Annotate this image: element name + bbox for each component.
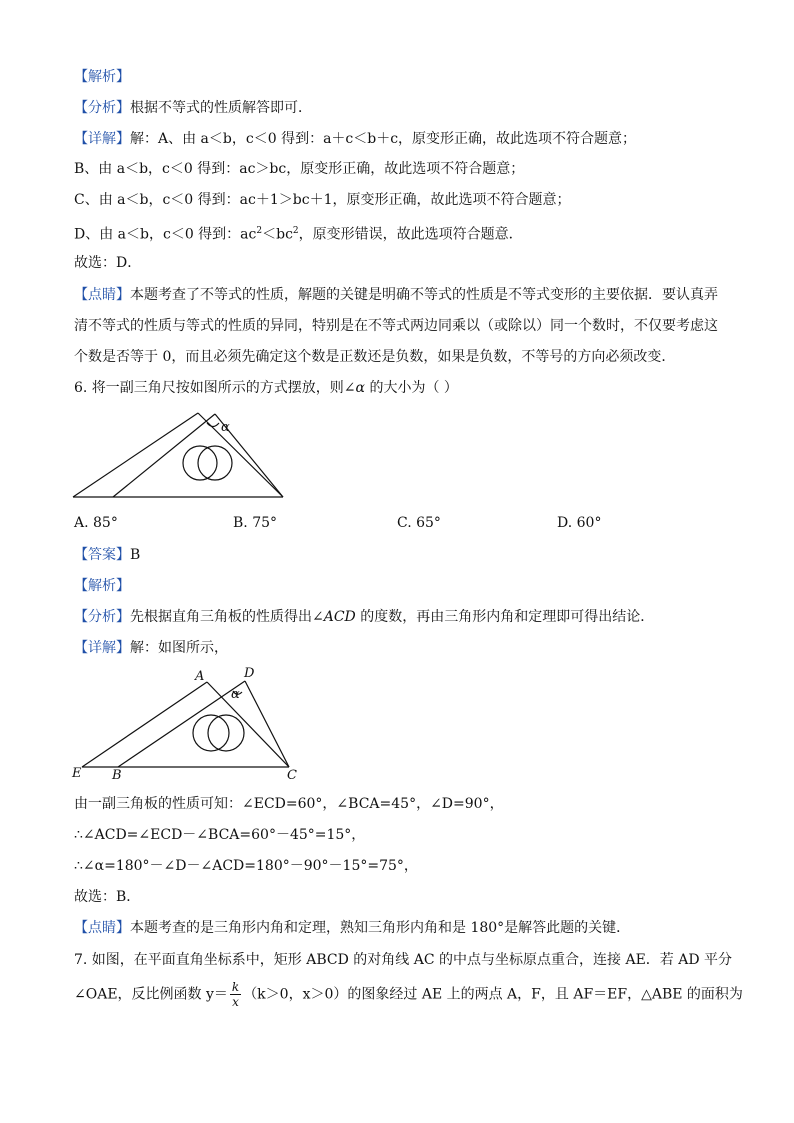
sol-line-a-c	[207, 682, 289, 767]
q6-fenxi-line: 【分析】先根据直角三角板的性质得出∠ACD 的度数，再由三角形内角和定理即可得出结论．	[74, 609, 655, 625]
choice-c: C. 65°	[397, 515, 441, 531]
label-d: D	[244, 666, 255, 681]
step-3: ∴∠α=180°－∠D－∠ACD=180°－90°－15°=75°，	[74, 858, 418, 874]
q6-figure	[70, 410, 290, 502]
guxuan-line: 故选：D．	[74, 255, 142, 271]
step-2: ∴∠ACD=∠ECD－∠BCA=60°－45°=15°，	[74, 827, 366, 843]
xiangjie-line: 【详解】解：A、由 a＜b，c＜0 得到：a＋c＜b＋c，原变形正确，故此选项不符合题意；	[74, 131, 637, 147]
option-b-line: B、由 a＜b，c＜0 得到：ac＞bc，原变形正确，故此选项不符合题意；	[74, 161, 525, 177]
fig-circle-left	[183, 446, 217, 480]
q6-solution-figure	[70, 665, 310, 785]
label-c: C	[287, 768, 297, 783]
choice-a: A. 85°	[74, 515, 118, 531]
choice-d: D. 60°	[557, 515, 602, 531]
sol-circle-right	[208, 715, 244, 751]
q6-jiexi-heading: 【解析】	[74, 578, 130, 594]
dianjing-line-3: 个数是否等于 0，而且必须先确定这个数是正数还是负数，如果是负数，不等号的方向必须改变．	[74, 349, 676, 365]
choice-b: B. 75°	[233, 515, 278, 531]
option-c-line: C、由 a＜b，c＜0 得到：ac＋1＞bc＋1，原变形正确，故此选项不符合题意；	[74, 192, 571, 208]
jiexi-heading: 【解析】	[74, 69, 130, 85]
label-b: B	[112, 768, 122, 783]
q6-stem: 6. 将一副三角尺按如图所示的方式摆放，则∠α 的大小为（ ）	[74, 380, 458, 396]
q6-dianjing: 【点睛】本题考查的是三角形内角和定理，熟知三角形内角和是 180°是解答此题的关键．	[74, 920, 631, 936]
dianjing-line-2: 清不等式的性质与等式的性质的异同，特别是在不等式两边同乘以（或除以）同一个数时，不仅要考虑这	[74, 318, 718, 334]
label-a: A	[195, 669, 205, 684]
q7-line-2: ∠OAE，反比例函数 y＝ $\frac{k}{x}$ （k＞0，x＞0）的图象经过 AE 上的两点 A，F，且 AF＝EF，△ABE 的面积为	[74, 980, 743, 1009]
answer-line: 【答案】B	[74, 547, 141, 563]
fenxi-line: 【分析】根据不等式的性质解答即可．	[74, 100, 312, 116]
option-d-line: D、由 a＜b，c＜0 得到：$ac^2<bc^2$，原变形错误，故此选项符合题意．	[74, 226, 523, 243]
fraction-k-over-x: $\frac{k}{x}$	[231, 980, 240, 1009]
fig-circle-right	[198, 446, 232, 480]
step-1: 由一副三角板的性质可知：∠ECD=60°，∠BCA=45°，∠D=90°，	[74, 796, 504, 812]
sol-circle-left	[193, 715, 229, 751]
fig-alpha-label: α	[221, 420, 230, 435]
fig-line-e-a	[73, 413, 198, 497]
dianjing-line-1: 【点睛】本题考查了不等式的性质，解题的关键是明确不等式的性质是不等式变形的主要依据．要认真弄	[74, 287, 718, 303]
q6-guxuan: 故选：B．	[74, 889, 141, 905]
q6-xiangjie-line: 【详解】解：如图所示，	[74, 640, 228, 656]
sol-line-d-c	[245, 681, 289, 767]
sol-line-e-a	[82, 682, 207, 767]
label-alpha: α	[231, 687, 240, 702]
label-e: E	[72, 766, 82, 781]
q7-line-1: 7. 如图，在平面直角坐标系中，矩形 ABCD 的对角线 AC 的中点与坐标原点重合，连接 AE．若 AD 平分	[74, 952, 733, 968]
